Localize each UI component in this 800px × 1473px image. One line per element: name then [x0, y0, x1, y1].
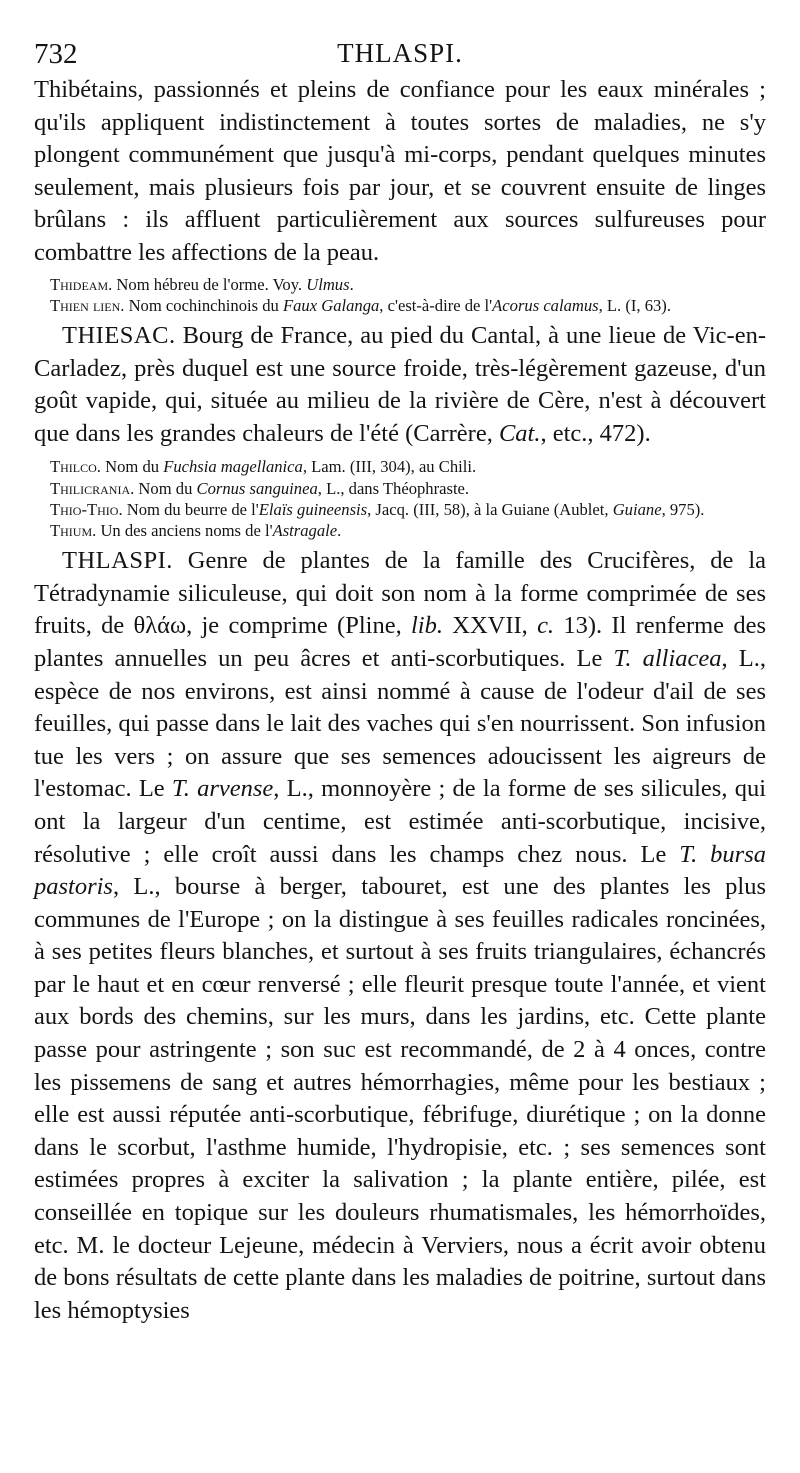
continued-paragraph: Thibétains, passionnés et pleins de confiance pour les eaux minérales ; qu'ils appliquent indistinctement à toutes sortes de maladies, ne s'y plongent communément que jusqu'à mi-corps, pendant quelques minutes seulement, mais plusieurs fois par jour, et se couvrent ensuite de linges brûlans : ils affluent particulièrement aux sources sulfureuses pour combattre les affections de la peau. [34, 76, 766, 266]
entry-thiesac: THIESAC. Bourg de France, au pied du Cantal, à une lieue de Vic-en-Carladez, près duquel est une source froide, très-légèrement gazeuse, d'un goût vapide, qui, située au milieu de la rivière de Cère, n'est à découvert que dans les grandes chaleurs de l'été (Carrère, Cat., etc., 472). [34, 321, 766, 447]
entry-headword: Thien lien. [50, 295, 125, 315]
running-title: THLASPI. [337, 38, 463, 68]
entry-thilco: Thilco. Nom du Fuchsia magellanica, Lam. (III, 304), au Chili. [50, 457, 477, 477]
entry-thien-lien: Thien lien. Nom cochinchinois du Faux Galanga, c'est-à-dire de l'Acorus calamus, L. (I, 63). [50, 295, 671, 315]
entry-headword: Thideam. [50, 274, 113, 294]
entry-thium: Thium. Un des anciens noms de l'Astragale. [50, 520, 342, 540]
entry-thilicrania: Thilicrania. Nom du Cornus sanguinea, L., dans Théophraste. [50, 478, 470, 498]
entry-thideam: Thideam. Nom hébreu de l'orme. Voy. Ulmus. [50, 274, 354, 294]
entry-headword: Thium. [50, 520, 97, 540]
page-number: 732 [34, 38, 78, 70]
entry-thio-thio: Thio-Thio. Nom du beurre de l'Elaïs guineensis, Jacq. (III, 58), à la Guiane (Aublet, Guiane, 975). [50, 499, 705, 519]
entry-headword: Thilicrania. [50, 478, 135, 498]
entry-headword: THLASPI. [62, 547, 173, 575]
entry-headword: Thilco. [50, 457, 101, 477]
entry-headword: THIESAC. [62, 321, 176, 349]
page-header [34, 30, 766, 74]
entry-headword: Thio-Thio. [50, 499, 123, 519]
entry-thlaspi: THLASPI. Genre de plantes de la famille des Crucifères, de la Tétradynamie siliculeuse, qui doit son nom à la forme comprimée de ses fruits, de θλάω, je comprime (Pline, lib. XXVII, c. 13). Il renferme des plantes annuelles un peu âcres et anti-scorbutiques. Le T. alliacea, L., espèce de nos environs, est ainsi nommé à cause de l'odeur d'ail de ses feuilles, qui passe dans le lait des vaches qui s'en nourrissent. Son infusion tue les vers ; on assure que ses semences adoucissent les aigreurs de l'estomac. Le T. arvense, L., monnoyère ; de la forme de ses silicules, qui ont la largeur d'un centime, est estimée anti-scorbutique, incisive, résolutive ; elle croît aussi dans les champs chez nous. Le T. bursa pastoris, L., bourse à berger, tabouret, est une des plantes les plus communes de l'Europe ; on la distingue à ses feuilles radicales roncinées, à ses petites fleurs blanches, et surtout à ses fruits triangulaires, échancrés par le haut et en cœur renversé ; elle fleurit presque toute l'année, et vient aux bords des chemins, sur les murs, dans les jardins, etc. Cette plante passe pour astringente ; son suc est recommandé, de 2 à 4 onces, contre les pissemens de sang et autres hémorrhagies, même pour les bestiaux ; elle est aussi réputée anti-scorbutique, fébrifuge, diurétique ; on la donne dans le scorbut, l'asthme humide, l'hydropisie, etc. ; ses semences sont estimées propres à exciter la salivation ; la plante entière, pilée, est conseillée en topique sur les douleurs rhumatismales, les hémorrhoïdes, etc. M. le docteur Lejeune, médecin à Verviers, nous a écrit avoir obtenu de bons résultats de cette plante dans les maladies de poitrine, surtout dans les hémoptysies [34, 547, 767, 1324]
